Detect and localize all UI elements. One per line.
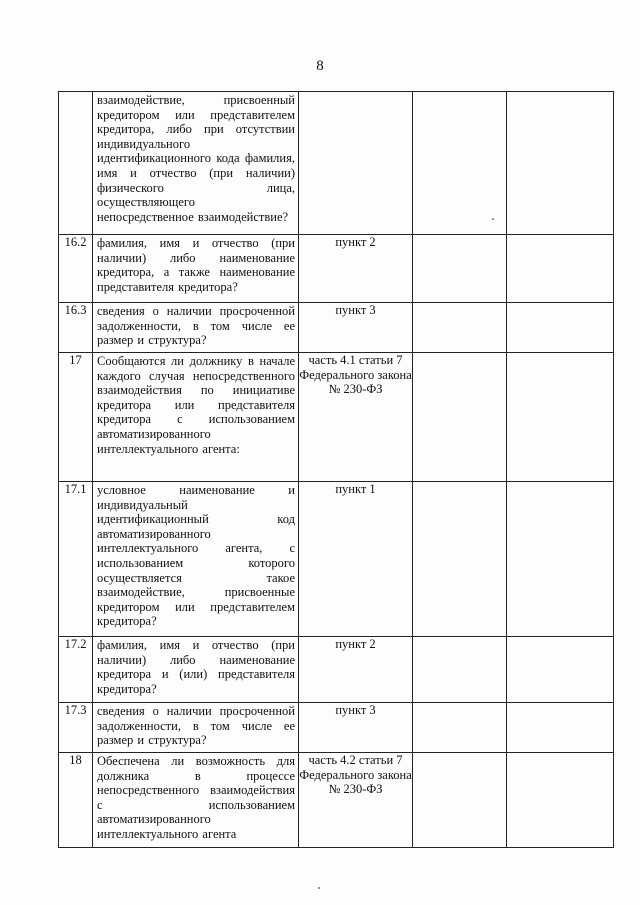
question-text: фамилия, имя и отчество (при наличии) либо наименование кредитора и (или) представителя кредитора?: [97, 638, 295, 696]
notes-cell: [507, 703, 614, 753]
table-row: [59, 482, 614, 637]
scan-speck: [318, 887, 320, 889]
answer-cell: [413, 353, 507, 482]
question-text: Сообщаются ли должнику в начале каждого случая непосредственного взаимодействия по инициативе кредитора или представителя кредитора с использованием автоматизированного интеллектуального агента:: [97, 354, 295, 456]
question-text: Обеспечена ли возможность для должника в процессе непосредственного взаимодействия с использованием автоматизированного интеллектуального агента: [97, 754, 295, 841]
table-row: [59, 637, 614, 703]
legal-reference: пункт 3: [299, 703, 413, 753]
table-row: [59, 353, 614, 482]
legal-reference: часть 4.2 статьи 7 Федерального закона № 230-ФЗ: [299, 753, 413, 848]
legal-reference: пункт 2: [299, 637, 413, 703]
notes-cell: [507, 353, 614, 482]
notes-cell: [507, 235, 614, 303]
legal-reference: часть 4.1 статьи 7 Федерального закона № 230-ФЗ: [299, 353, 413, 482]
row-number: 17: [59, 353, 93, 482]
answer-cell: [413, 235, 507, 303]
row-number: 17.1: [59, 482, 93, 637]
question-text: взаимодействие, присвоенный кредитором или представителем кредитора, либо при отсутствии индивидуального идентификационного кода фамилия, имя и отчество (при наличии) физического лица, осуществляющего непосредственное взаимодействие?: [97, 93, 295, 224]
table-row: [59, 753, 614, 848]
legal-reference: пункт 1: [299, 482, 413, 637]
row-number: 17.3: [59, 703, 93, 753]
notes-cell: [507, 637, 614, 703]
checklist-table: [58, 91, 614, 848]
legal-reference: пункт 3: [299, 303, 413, 353]
notes-cell: [507, 482, 614, 637]
answer-cell: [413, 303, 507, 353]
notes-cell: [507, 92, 614, 235]
answer-cell: [413, 637, 507, 703]
scan-speck: [492, 218, 494, 220]
row-number: 18: [59, 753, 93, 848]
legal-reference: [299, 92, 413, 235]
answer-cell: [413, 753, 507, 848]
question-text: фамилия, имя и отчество (при наличии) либо наименование кредитора, а также наименование представителя кредитора?: [97, 236, 295, 294]
table-row: [59, 92, 614, 235]
table-row: [59, 703, 614, 753]
table-row: [59, 235, 614, 303]
answer-cell: [413, 92, 507, 235]
row-number: 16.2: [59, 235, 93, 303]
answer-cell: [413, 703, 507, 753]
row-number: 17.2: [59, 637, 93, 703]
row-number: 16.3: [59, 303, 93, 353]
notes-cell: [507, 753, 614, 848]
notes-cell: [507, 303, 614, 353]
table-row: [59, 303, 614, 353]
answer-cell: [413, 482, 507, 637]
question-text: сведения о наличии просроченной задолженности, в том числе ее размер и структура?: [97, 304, 295, 348]
legal-reference: пункт 2: [299, 235, 413, 303]
page-number: 8: [316, 58, 324, 74]
question-text: условное наименование и индивидуальный идентификационный код автоматизированного интеллектуального агента, с использованием которого осуществляется такое взаимодействие, присвоенные кредитором или представителем кредитора?: [97, 483, 295, 629]
question-text: сведения о наличии просроченной задолженности, в том числе ее размер и структура?: [97, 704, 295, 748]
row-number: [59, 92, 93, 235]
